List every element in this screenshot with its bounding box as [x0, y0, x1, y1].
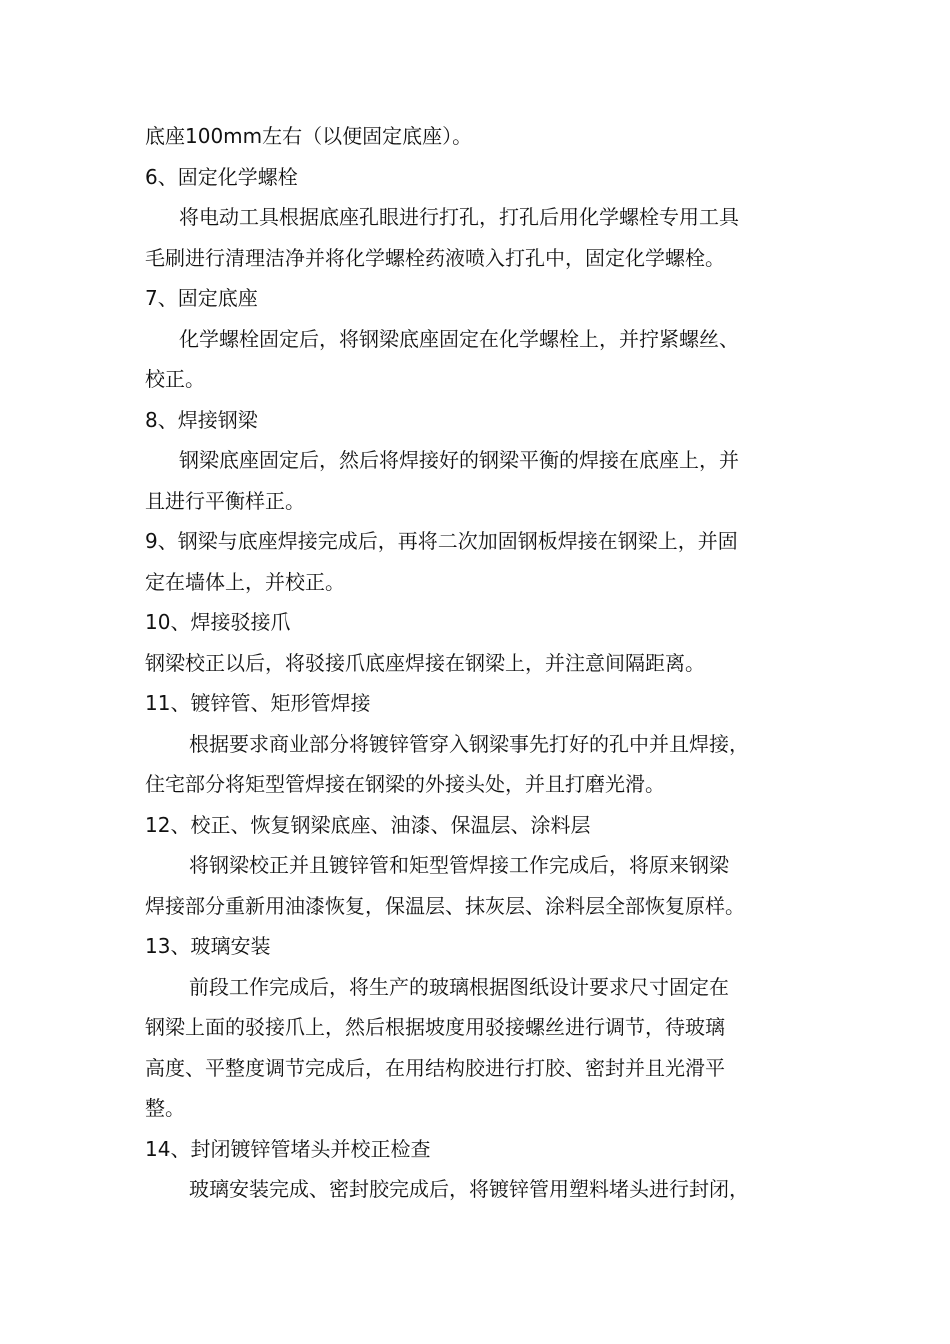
paragraph-line: 钢梁上面的驳接爪上，然后根据坡度用驳接螺丝进行调节，待玻璃: [145, 1015, 725, 1039]
paragraph-line: 整。: [145, 1096, 185, 1120]
section-heading: 7、固定底座: [145, 286, 258, 310]
paragraph-line: 定在墙体上，并校正。: [145, 569, 345, 594]
paragraph-line: 校正。: [145, 367, 205, 391]
text-line: 底座100mm左右（以便固定底座）。: [145, 124, 473, 148]
paragraph-line: 钢梁底座固定后，然后将焊接好的钢梁平衡的焊接在底座上，并: [179, 448, 739, 472]
section-heading: 6、固定化学螺栓: [145, 164, 298, 189]
paragraph-line: 高度、平整度调节完成后，在用结构胶进行打胶、密封并且光滑平: [145, 1055, 725, 1080]
paragraph-line: 将电动工具根据底座孔眼进行打孔，打孔后用化学螺栓专用工具: [179, 205, 739, 229]
section-heading: 14、封闭镀锌管堵头并校正检查: [145, 1136, 431, 1161]
section-heading: 10、焊接驳接爪: [145, 610, 291, 634]
paragraph-line: 住宅部分将矩型管焊接在钢梁的外接头处，并且打磨光滑。: [145, 772, 665, 796]
paragraph-line: 毛刷进行清理洁净并将化学螺栓药液喷入打孔中，固定化学螺栓。: [145, 245, 725, 270]
section-heading: 12、校正、恢复钢梁底座、油漆、保温层、涂料层: [145, 812, 591, 837]
document-body: [145, 116, 813, 1210]
paragraph-line: 将钢梁校正并且镀锌管和矩型管焊接工作完成后，将原来钢梁: [189, 853, 729, 877]
paragraph-line: 且进行平衡样正。: [145, 488, 305, 513]
paragraph-line: 玻璃安装完成、密封胶完成后，将镀锌管用塑料堵头进行封闭，: [189, 1177, 749, 1201]
section-heading: 13、玻璃安装: [145, 934, 271, 958]
paragraph-line: 焊接部分重新用油漆恢复，保温层、抹灰层、涂料层全部恢复原样。: [145, 893, 745, 918]
paragraph-line: 化学螺栓固定后，将钢梁底座固定在化学螺栓上，并拧紧螺丝、: [179, 326, 739, 351]
section-heading: 8、焊接钢梁: [145, 407, 258, 432]
paragraph-line: 前段工作完成后，将生产的玻璃根据图纸设计要求尺寸固定在: [189, 974, 729, 999]
paragraph-line: 钢梁校正以后，将驳接爪底座焊接在钢梁上，并注意间隔距离。: [145, 650, 705, 675]
paragraph-line: 根据要求商业部分将镀锌管穿入钢梁事先打好的孔中并且焊接，: [189, 731, 749, 756]
paragraph-line: 9、钢梁与底座焊接完成后，再将二次加固钢板焊接在钢梁上，并固: [145, 529, 738, 553]
section-heading: 11、镀锌管、矩形管焊接: [145, 691, 371, 715]
